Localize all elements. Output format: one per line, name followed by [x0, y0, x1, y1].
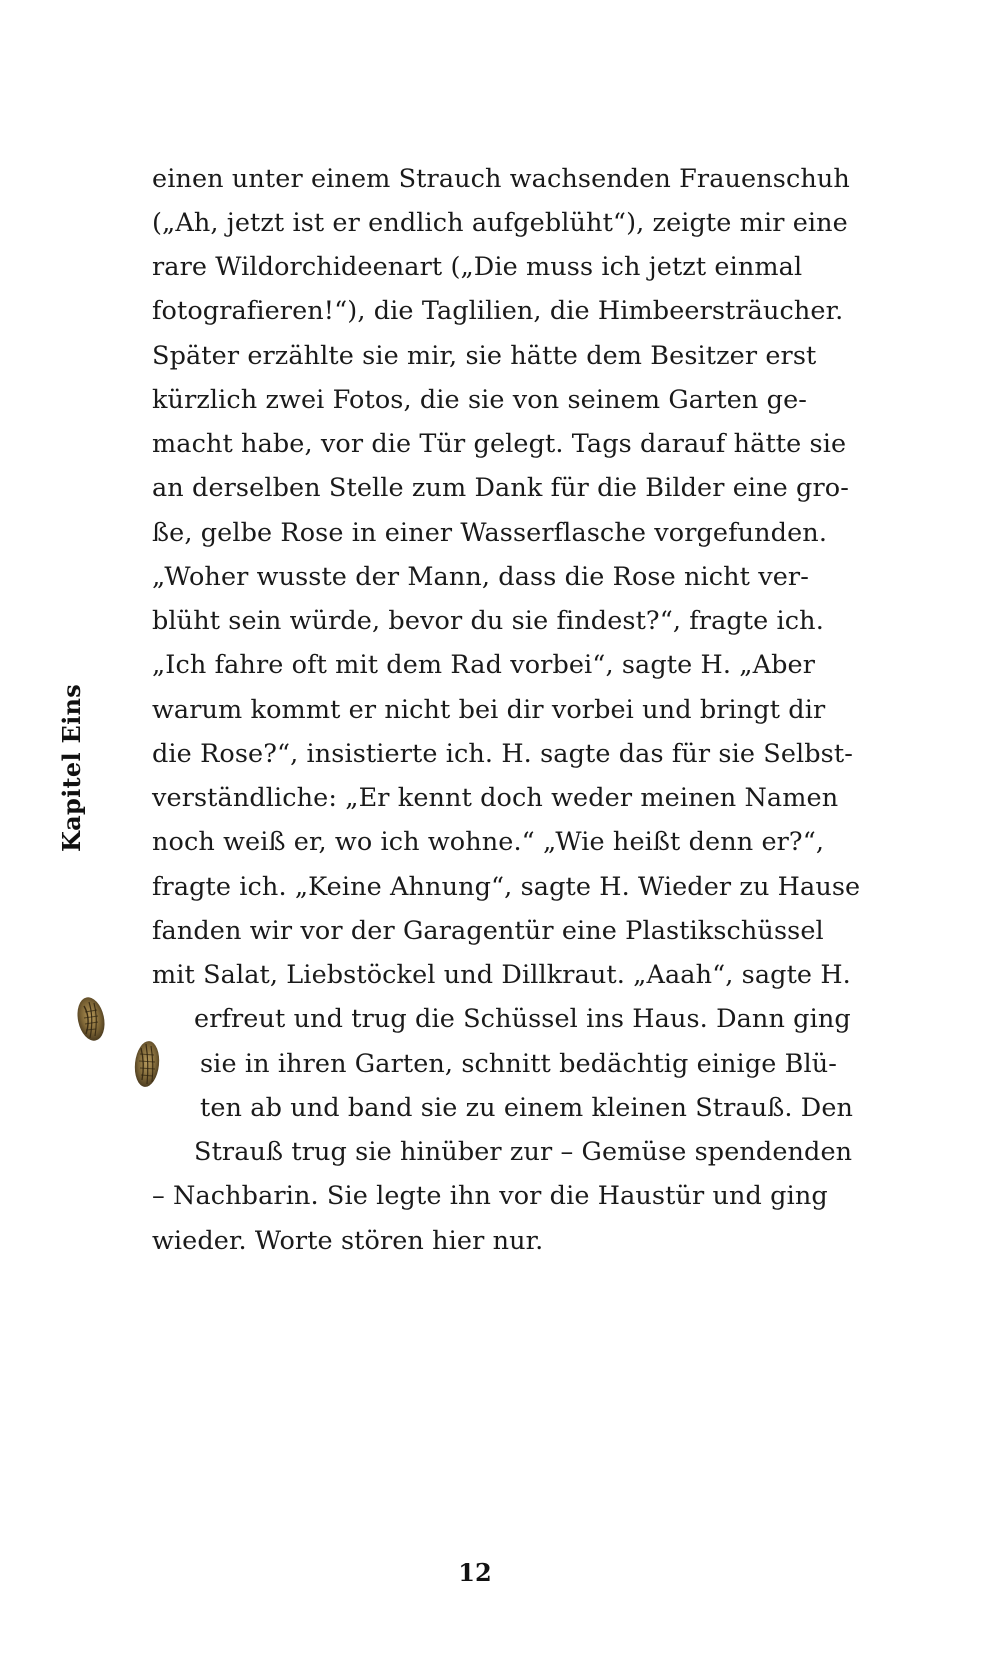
chapter-label: Kapitel Eins — [57, 683, 86, 852]
text-line: einen unter einem Strauch wachsenden Frauenschuh — [152, 164, 850, 194]
text-line: „Ich fahre oft mit dem Rad vorbei“, sagte H. „Aber — [152, 650, 815, 680]
text-line: fanden wir vor der Garagentür eine Plastikschüssel — [152, 916, 824, 946]
text-line: wieder. Worte stören hier nur. — [152, 1226, 544, 1256]
text-line: erfreut und trug die Schüssel ins Haus. Dann ging — [194, 1004, 851, 1034]
seed-illustration — [130, 1038, 164, 1090]
text-line: noch weiß er, wo ich wohne.“ „Wie heißt denn er?“, — [152, 827, 825, 857]
text-line: fragte ich. „Keine Ahnung“, sagte H. Wieder zu Hause — [152, 872, 861, 902]
text-line: macht habe, vor die Tür gelegt. Tags darauf hätte sie — [152, 429, 847, 459]
text-line: an derselben Stelle zum Dank für die Bilder eine gro- — [152, 473, 849, 503]
text-line: die Rose?“, insistierte ich. H. sagte das für sie Selbst- — [152, 739, 853, 769]
text-line: Strauß trug sie hinüber zur – Gemüse spendenden — [194, 1137, 853, 1167]
text-line: „Woher wusste der Mann, dass die Rose nicht ver- — [152, 562, 809, 592]
text-line: blüht sein würde, bevor du sie findest?“, fragte ich. — [152, 606, 824, 636]
text-line: fotografieren!“), die Taglilien, die Himbeersträucher. — [152, 296, 844, 326]
text-line: kürzlich zwei Fotos, die sie von seinem Garten ge- — [152, 385, 807, 415]
seed-illustration — [74, 994, 108, 1044]
text-line: mit Salat, Liebstöckel und Dillkraut. „Aaah“, sagte H. — [152, 960, 851, 990]
text-line: („Ah, jetzt ist er endlich aufgeblüht“), zeigte mir eine — [152, 208, 848, 238]
text-line: verständliche: „Er kennt doch weder meinen Namen — [152, 783, 839, 813]
text-line: ten ab und band sie zu einem kleinen Strauß. Den — [200, 1093, 854, 1123]
text-line: Später erzählte sie mir, sie hätte dem Besitzer erst — [152, 341, 817, 371]
text-line: warum kommt er nicht bei dir vorbei und bringt dir — [152, 695, 826, 725]
text-line: sie in ihren Garten, schnitt bedächtig einige Blü- — [200, 1049, 837, 1079]
text-line: – Nachbarin. Sie legte ihn vor die Haustür und ging — [152, 1181, 828, 1211]
text-line: ße, gelbe Rose in einer Wasserflasche vorgefunden. — [152, 518, 828, 548]
text-line: rare Wildorchideenart („Die muss ich jetzt einmal — [152, 252, 803, 282]
page-number: 12 — [458, 1558, 492, 1587]
